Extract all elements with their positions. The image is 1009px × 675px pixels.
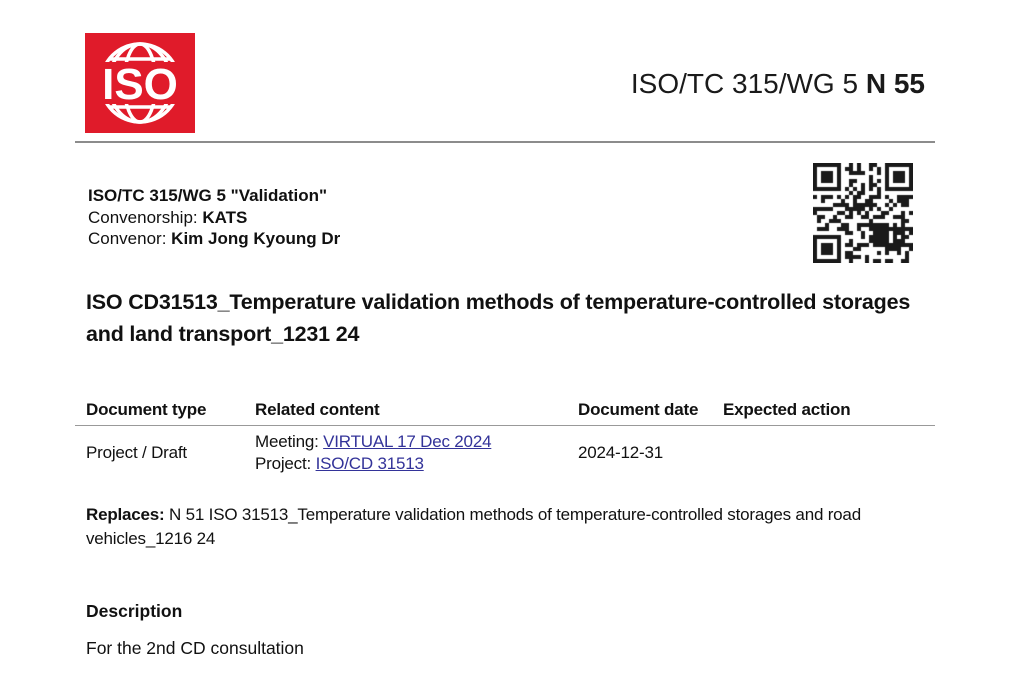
document-title: ISO CD31513_Temperature validation methods of temperature-controlled storages and land transport_1231 24 [86, 290, 911, 346]
convenorship-line [88, 207, 340, 229]
replaces-text: N 51 ISO 31513_Temperature validation methods of temperature-controlled storages and road vehicles_1216 24 [86, 505, 861, 548]
header-divider [75, 141, 935, 143]
meeting-line [255, 431, 578, 453]
meeting-label: Meeting: [255, 432, 324, 451]
replaces-label: Replaces: [86, 505, 165, 524]
committee-block [88, 185, 340, 250]
col-header-expected-action: Expected action [723, 400, 851, 419]
cell-expected-action [723, 431, 935, 474]
doc-reference-prefix: ISO/TC 315/WG 5 [630, 68, 866, 99]
table-row [75, 426, 935, 474]
table-header-row [75, 400, 935, 426]
col-header-related-content: Related content [255, 400, 380, 419]
convenor-value: Kim Jong Kyoung Dr [171, 229, 341, 248]
committee-title: ISO/TC 315/WG 5 "Validation" [88, 186, 328, 205]
replaces-paragraph [86, 503, 958, 551]
project-label: Project: [255, 453, 316, 473]
col-header-document-date: Document date [578, 400, 699, 419]
cell-document-type: Project / Draft [86, 442, 187, 462]
project-link[interactable]: ISO/CD 31513 [315, 453, 424, 473]
convenorship-label: Convenorship: [88, 207, 203, 227]
cell-document-date: 2024-12-31 [578, 442, 663, 462]
meeting-link[interactable]: VIRTUAL 17 Dec 2024 [323, 432, 492, 451]
qr-code [813, 163, 913, 263]
doc-reference [631, 66, 925, 102]
doc-reference-number: N 55 [865, 68, 925, 99]
cell-related-content [255, 431, 578, 474]
iso-logo-text: ISO [102, 60, 178, 109]
convenorship-value: KATS [202, 207, 248, 227]
convenor-label: Convenor: [88, 229, 172, 248]
description-heading: Description [86, 601, 183, 621]
description-body: For the 2nd CD consultation [86, 638, 304, 658]
iso-logo-icon [85, 33, 195, 133]
document-meta-table [75, 400, 935, 474]
col-header-document-type: Document type [86, 400, 207, 419]
convenor-line [88, 228, 340, 250]
project-line [255, 453, 578, 475]
